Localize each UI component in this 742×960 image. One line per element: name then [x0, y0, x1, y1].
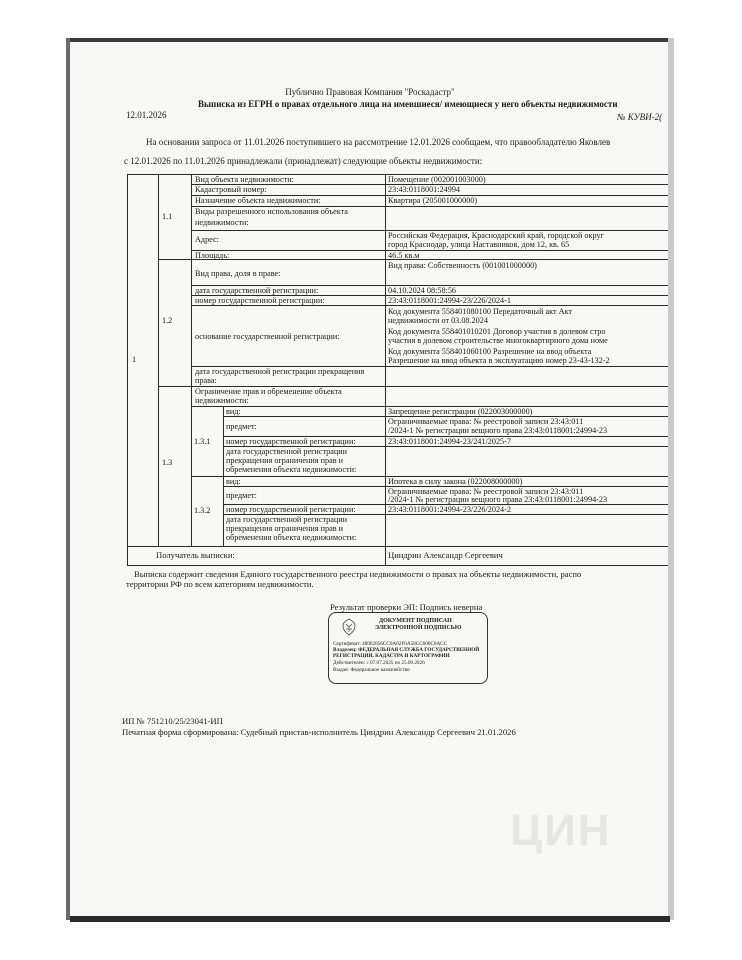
footer-note-2: территории РФ по всем категориям недвижимости. [126, 579, 314, 589]
recipient-value: Циндрин Александр Сергеевич [388, 551, 503, 560]
reg-date-label: дата государственной регистрации: [195, 286, 319, 295]
basis-line: Код документа 558401060100 Разрешение на ввод объекта [388, 347, 592, 356]
permitted-use-label-2: недвижимости: [195, 218, 249, 227]
basis-line: Код документа 558401080100 Передаточный акт Акт [388, 307, 572, 316]
section-number-1-3: 1.3 [162, 458, 173, 467]
subsection-number-1-3-2: 1.3.2 [194, 506, 211, 515]
encumbrance-kind-value: Запрещение регистрации (022003000000) [388, 407, 533, 416]
signature-stamp [328, 612, 488, 684]
intro-line-1: На основании запроса от 11.01.2026 поступившего на рассмотрение 12.01.2026 сообщаем, что правообладателю Яковлев [146, 137, 611, 147]
row-number: 1 [132, 355, 137, 364]
address-value-2: город Краснодар, улица Наставников, дом 12, кв. 65 [388, 240, 570, 249]
cadastral-number-value: 23:43:0118001:24994 [388, 185, 461, 194]
mortgage-end-label-2: прекращения ограничения прав и [226, 524, 344, 533]
print-form-author: Печатная форма сформирована: Судебный пристав-исполнитель Циндрин Александр Сергеевич 21.01.2026 [122, 727, 516, 737]
reg-date-value: 04.10.2024 08:58:56 [388, 286, 457, 295]
mortgage-subject-label: предмет: [226, 491, 257, 500]
termination-label-2: права: [195, 376, 217, 385]
mortgage-subject-value-2: /2024-1 № регистрации вещного права 23:43:0118001:24994-23 [388, 495, 608, 504]
basis-label: основание государственной регистрации: [195, 332, 340, 341]
encumbrance-end-label-3: обременения объекта недвижимости: [226, 465, 357, 474]
mortgage-end-label-3: обременения объекта недвижимости: [226, 533, 357, 542]
stamp-certificate: Сертификат: 48062856CC0A62F0A58CC600C0ACC [333, 641, 448, 647]
purpose-value: Квартира (205001000000) [388, 196, 478, 205]
object-type-label: Вид объекта недвижимости: [195, 175, 294, 184]
encumbrance-heading-1: Ограничение прав и обременение объекта [195, 387, 342, 396]
mortgage-regnum-label: номер государственной регистрации: [226, 505, 356, 514]
encumbrance-subject-value-1: Ограничиваемые права: № реестровой записи 23:43:011 [388, 417, 584, 426]
basis-line: Код документа 558401010201 Договор участия в долевом стро [388, 327, 606, 336]
emblem-icon [341, 618, 357, 636]
encumbrance-regnum-label: номер государственной регистрации: [226, 437, 356, 446]
right-kind-label: Вид права, доля в праве: [195, 269, 281, 278]
encumbrance-end-label-2: прекращения ограничения прав и [226, 456, 344, 465]
mortgage-regnum-value: 23:43:0118001:24994-23/226/2024-2 [388, 505, 511, 514]
right-kind-value: Вид права: Собственность (001001000000) [388, 261, 537, 270]
basis-line: Разрешение на ввод объекта в эксплуатацию номер 23-43-132-2 [388, 356, 610, 365]
reg-number-label: номер государственной регистрации: [195, 296, 325, 305]
mortgage-end-label-1: дата государственной регистрации [226, 515, 347, 524]
watermark: ЦИН [510, 806, 612, 855]
section-number-1-2: 1.2 [162, 316, 173, 325]
footer-note-1: Выписка содержит сведения Единого государственного реестра недвижимости о правах на объекты недвижимости, распо [134, 569, 582, 579]
document-page [70, 38, 670, 920]
stamp-issuer: Выдан: Федеральное казначейство [333, 667, 410, 673]
basis-line: участия в долевом строительстве многоквартирного дома номе [388, 336, 608, 345]
section-number-1-1: 1.1 [162, 212, 173, 221]
page-shadow-right [668, 38, 674, 920]
encumbrance-kind-label: вид: [226, 407, 241, 416]
document-date: 12.01.2026 [126, 110, 167, 120]
stamp-owner-2: РЕГИСТРАЦИИ, КАДАСТРА И КАРТОГРАФИИ [333, 653, 450, 659]
mortgage-subject-value-1: Ограничиваемые права: № реестровой записи 23:43:011 [388, 487, 584, 496]
stamp-validity: Действителен: с 07.07.2025 по 25.09.2026 [333, 660, 425, 666]
stamp-title-2: ЭЛЕКТРОННОЙ ПОДПИСЬЮ [375, 625, 462, 631]
document-number: № КУВИ-2( [617, 112, 663, 122]
org-name: Публично Правовая Компания "Роскадастр" [285, 87, 455, 97]
object-type-value: Помещение (002001003000) [388, 175, 486, 184]
intro-line-2: с 12.01.2026 по 11.01.2026 принадлежали (принадлежат) следующие объекты недвижимости: [124, 156, 483, 166]
cadastral-number-label: Кадастровый номер: [195, 185, 267, 194]
mortgage-kind-value: Ипотека в силу закона (022008000000) [388, 477, 523, 486]
encumbrance-subject-value-2: /2024-1 № регистрации вещного права 23:43:0118001:24994-23 [388, 426, 608, 435]
mortgage-kind-label: вид: [226, 477, 241, 486]
stamp-owner-1: Владелец: ФЕДЕРАЛЬНАЯ СЛУЖБА ГОСУДАРСТВЕННОЙ [333, 647, 480, 653]
page-shadow-bottom [70, 916, 670, 922]
enforcement-case-number: ИП № 751210/25/23041-ИП [122, 716, 223, 726]
signature-check: Результат проверки ЭП: Подпись неверна [330, 602, 483, 612]
encumbrance-heading-2: недвижимости: [195, 396, 249, 405]
purpose-label: Назначение объекта недвижимости: [195, 196, 321, 205]
stamp-title-1: ДОКУМЕНТ ПОДПИСАН [379, 618, 452, 624]
encumbrance-regnum-value: 23:43:0118001:24994-23/241/2025-7 [388, 437, 511, 446]
reg-number-value: 23:43:0118001:24994-23/226/2024-1 [388, 296, 511, 305]
page-shadow-top [70, 38, 670, 42]
permitted-use-label-1: Виды разрешенного использования объекта [195, 207, 348, 216]
encumbrance-end-label-1: дата государственной регистрации [226, 447, 347, 456]
address-value-1: Российская Федерация, Краснодарский край, городской округ [388, 231, 604, 240]
address-label: Адрес: [195, 235, 219, 244]
document-title: Выписка из ЕГРН о правах отдельного лица на имевшиеся/ имеющиеся у него объекты недвижимости [198, 99, 618, 109]
termination-label-1: дата государственной регистрации прекращения [195, 367, 365, 376]
subsection-number-1-3-1: 1.3.1 [194, 437, 211, 446]
area-value: 46.5 кв.м [388, 251, 420, 260]
area-label: Площадь: [195, 251, 230, 260]
encumbrance-subject-label: предмет: [226, 422, 257, 431]
basis-line: недвижимости от 03.08.2024 [388, 316, 488, 325]
recipient-label: Получатель выписки: [156, 551, 235, 560]
